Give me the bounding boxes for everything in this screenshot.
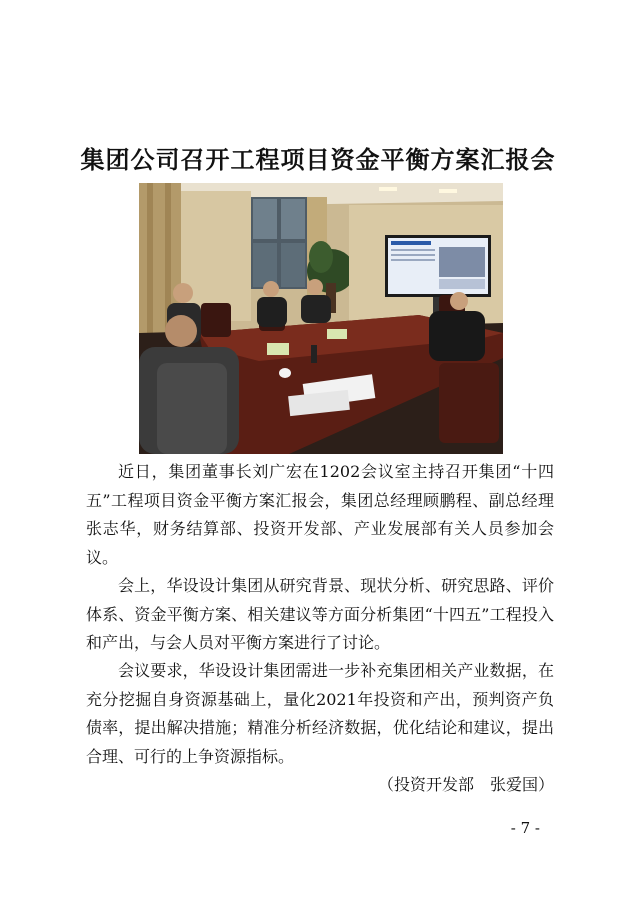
paragraph-requirements: 会议要求，华设设计集团需进一步补充集团相关产业数据，在充分挖掘自身资源基础上，量化2021年投资和产出，预判资产负债率，提出解决措施；精准分析经济数据，优化结论和建议，提出合理、可行的上争资源指标。	[86, 661, 554, 766]
page-number: - 7 -	[510, 819, 540, 837]
article-title: 集团公司召开工程项目资金平衡方案汇报会	[80, 145, 556, 174]
paragraph-intro: 近日，集团董事长刘广宏在1202会议室主持召开集团“十四五”工程项目资金平衡方案汇报会，集团总经理顾鹏程、副总经理张志华，财务结算部、投资开发部、产业发展部有关人员参加会议。	[86, 462, 554, 567]
meeting-photo	[139, 183, 503, 454]
author-signature: （投资开发部 张爱国）	[377, 775, 554, 794]
paragraph-meeting: 会上，华设设计集团从研究背景、现状分析、研究思路、评价体系、资金平衡方案、相关建议等方面分析集团“十四五”工程投入和产出，与会人员对平衡方案进行了讨论。	[86, 576, 554, 652]
